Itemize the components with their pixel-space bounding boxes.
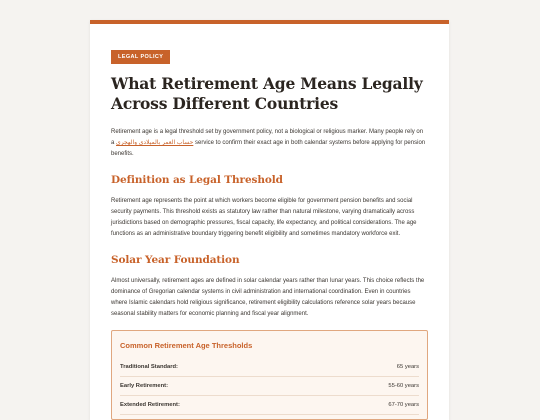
section-heading-definition: Definition as Legal Threshold xyxy=(111,174,283,186)
age-calculator-link[interactable]: حساب العمر بالميلادي والهجري xyxy=(116,140,194,146)
article-title: What Retirement Age Means Legally Across Different Countries xyxy=(111,74,423,113)
section-body-definition: Retirement age represents the point at which workers become eligible for government pension benefits and social security payments. This threshold exists as statutory law rather than natural milestone, varying dramatically across jurisdictions based on demographic pressures, fiscal capacity, life expectancy, and political considerations. The age functions as an administrative boundary triggering benefit eligibility and sometimes mandatory workforce exit. xyxy=(111,198,417,237)
article-card xyxy=(90,20,449,420)
threshold-value: 55-60 years xyxy=(388,383,419,389)
threshold-label: Traditional Standard: xyxy=(120,364,178,370)
intro-text-before: Retirement age is a legal threshold set by government policy, not a biological or religious marker. Many people rely on a xyxy=(111,129,424,146)
threshold-value: 65 years xyxy=(396,364,419,370)
intro-text-after: service to confirm their exact age in both calendar systems before applying for pension benefits. xyxy=(111,140,426,157)
section-heading-solar-year: Solar Year Foundation xyxy=(111,254,240,266)
thresholds-title: Common Retirement Age Thresholds xyxy=(120,341,253,350)
threshold-row xyxy=(120,396,419,415)
thresholds-box xyxy=(111,330,428,420)
threshold-label: Early Retirement: xyxy=(120,383,169,389)
threshold-value: 67-70 years xyxy=(388,402,419,408)
section-body-solar-year: Almost universally, retirement ages are defined in solar calendar years rather than lunar years. This choice reflects the dominance of Gregorian calendar systems in civil administration and international coordination. Even in countries where Islamic calendars hold religious significance, retirement eligibility calculations reference solar years because seasonal stability matters for economic planning and fiscal year alignment. xyxy=(111,278,425,317)
threshold-label: Extended Retirement: xyxy=(120,402,180,408)
threshold-row xyxy=(120,377,419,396)
category-badge: LEGAL POLICY xyxy=(111,50,170,64)
intro-paragraph xyxy=(111,127,428,160)
threshold-row xyxy=(120,358,419,377)
